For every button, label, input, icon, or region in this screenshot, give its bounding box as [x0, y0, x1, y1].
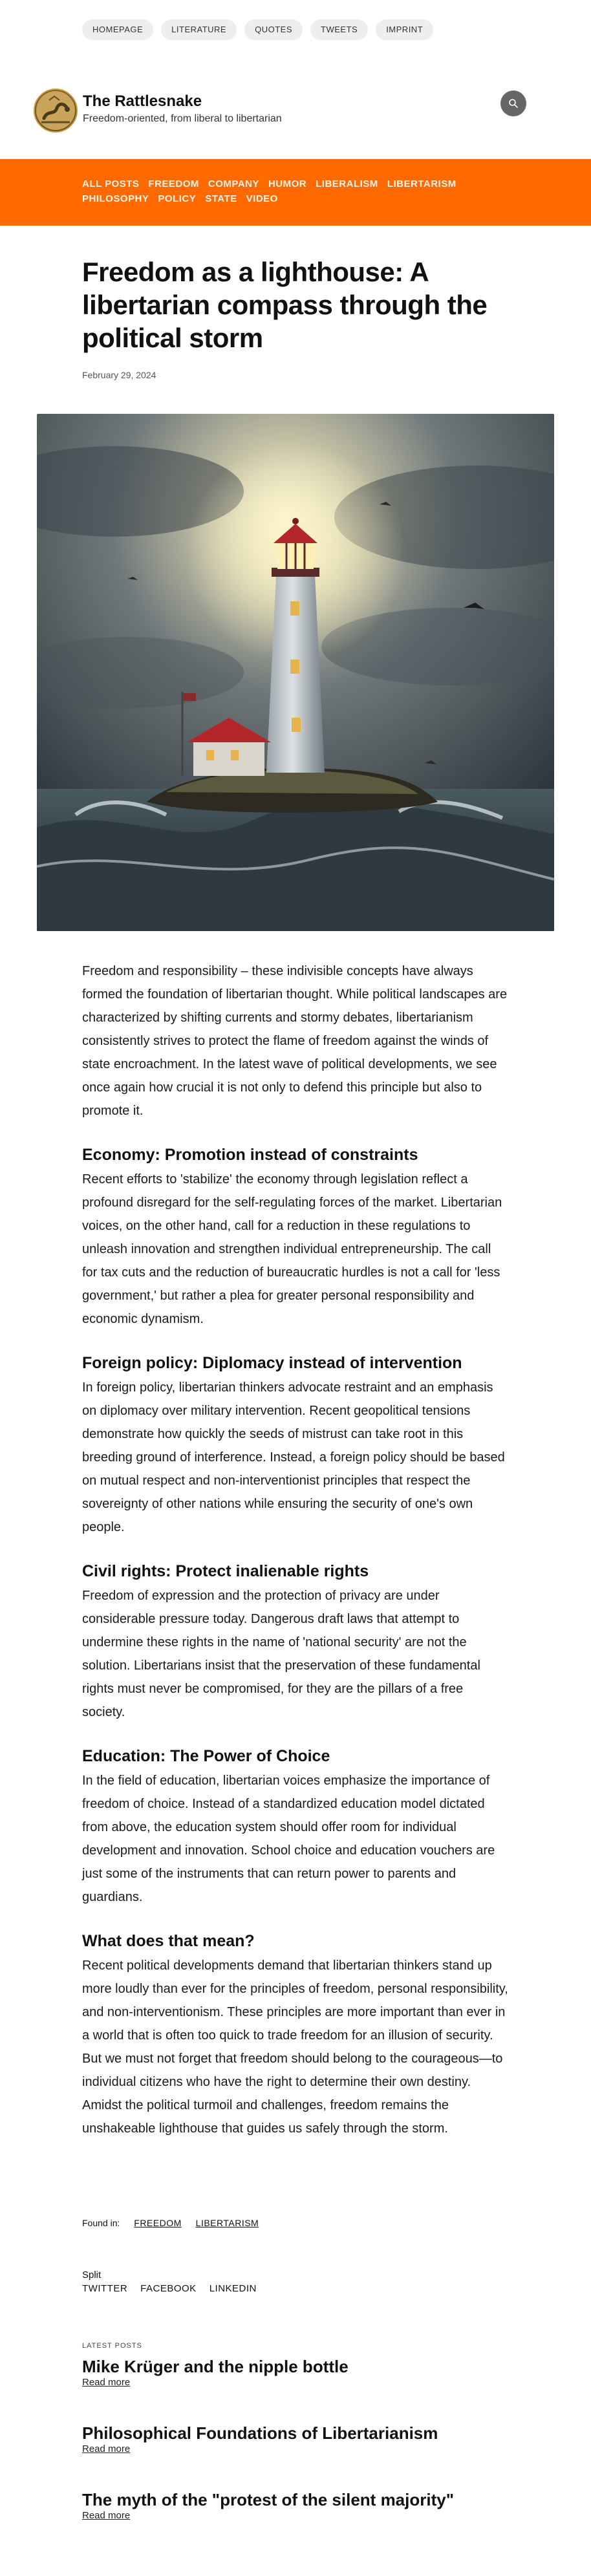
category-company[interactable]: COMPANY [208, 178, 259, 189]
post-title: Freedom as a lighthouse: A libertarian compass through the political storm [82, 257, 488, 353]
lighthouse-illustration [37, 414, 554, 931]
category-liberalism[interactable]: LIBERALISM [316, 178, 378, 189]
section-body: Freedom of expression and the protection of privacy are under considerable pressure today. Dangerous draft laws that attempt to undermine these rights in the name of 'national security' are not the solution. Libertarians insist that the preservation of these fundamental rights must never be compromised, for they are the pillars of a free society. [82, 1589, 480, 1719]
section-body: In foreign policy, libertarian thinkers advocate restraint and an emphasis on diplomacy over military intervention. Recent geopolitical tensions demonstrate how quickly the seeds of mistrust can take root in this breeding ground of interference. Instead, a foreign policy should be based on mutual respect and non-interventionist principles that respect the sovereignty of other nations while ensuring the security of one's own people. [82, 1380, 505, 1534]
site-tagline: Freedom-oriented, from liberal to libertarian [83, 113, 282, 124]
site-title[interactable]: The Rattlesnake [83, 92, 202, 110]
share-section [82, 2270, 257, 2294]
latest-post-item [82, 2489, 509, 2521]
topnav-literature[interactable]: LITERATURE [161, 19, 237, 40]
search-button[interactable] [500, 91, 526, 116]
section-body: In the field of education, libertarian voices emphasize the importance of freedom of choice. Instead of a standardized education model dictated from above, the education system should offer room for individual development and innovation. School choice and education vouchers are just some of the instruments that can return power to parents and guardians. [82, 1774, 495, 1904]
section-heading: What does that mean? [82, 1932, 255, 1950]
category-policy[interactable]: POLICY [158, 193, 197, 204]
tag-freedom[interactable]: FREEDOM [134, 2218, 182, 2228]
hero-image [37, 414, 554, 931]
latest-post-title[interactable]: Philosophical Foundations of Libertarianism [82, 2423, 438, 2443]
section-heading: Education: The Power of Choice [82, 1747, 330, 1765]
category-philosophy[interactable]: PHILOSOPHY [82, 193, 149, 204]
category-state[interactable]: STATE [205, 193, 237, 204]
category-all-posts[interactable]: ALL POSTS [82, 178, 140, 189]
category-nav [82, 178, 496, 204]
site-logo[interactable] [34, 89, 78, 133]
category-humor[interactable]: HUMOR [268, 178, 307, 189]
article-intro: Freedom and responsibility – these indivisible concepts have always formed the foundation of libertarian thought. While political landscapes are characterized by shifting currents and stormy debates, libertarianism consistently strives to protect the flame of freedom against the winds of state encroachment. In the latest wave of political developments, we see once again how crucial it is not only to defend this principle but also to promote it. [82, 964, 508, 1118]
rattlesnake-logo-icon [35, 90, 76, 131]
section-heading: Economy: Promotion instead of constraints [82, 1146, 418, 1164]
latest-post-item [82, 2356, 509, 2388]
section-body: Recent political developments demand that libertarian thinkers stand up more loudly than ever for the principles of freedom, personal responsibility, and non-interventionism. These principles are more important than ever in a world that is often too quick to trade freedom for an illusion of security. But we must not forget that freedom should belong to the courageous—to individual citizens who have the right to determine their own destiny. Amidst the political turmoil and challenges, freedom remains the unshakeable lighthouse that guides us safely through the storm. [82, 1959, 508, 2136]
share-linkedin[interactable]: LINKEDIN [209, 2283, 257, 2294]
category-video[interactable]: VIDEO [246, 193, 278, 204]
article-body [82, 960, 509, 2156]
read-more-link[interactable]: Read more [82, 2443, 131, 2454]
found-in [82, 2218, 259, 2228]
post-date: February 29, 2024 [82, 370, 156, 380]
search-icon [508, 98, 519, 109]
tag-libertarism[interactable]: LIBERTARISM [195, 2218, 259, 2228]
read-more-link[interactable]: Read more [82, 2510, 131, 2521]
latest-posts [82, 2342, 509, 2556]
latest-post-title[interactable]: Mike Krüger and the nipple bottle [82, 2357, 349, 2376]
topnav-tweets[interactable]: TWEETS [310, 19, 368, 40]
share-facebook[interactable]: FACEBOOK [140, 2283, 197, 2294]
top-utility-nav [82, 19, 433, 40]
section-heading: Foreign policy: Diplomacy instead of intervention [82, 1354, 462, 1372]
section-body: Recent efforts to 'stabilize' the economy through legislation reflect a profound disregard for the self-regulating forces of the market. Libertarian voices, on the other hand, call for a reduction in these regulations to unleash innovation and strengthen individual entrepreneurship. The call for tax cuts and the reduction of bureaucratic hurdles is not a call for 'less government,' but rather a plea for greater personal responsibility and economic dynamism. [82, 1172, 502, 1326]
share-label: Split [82, 2270, 102, 2281]
latest-posts-label: LATEST POSTS [82, 2342, 142, 2350]
found-in-label: Found in: [82, 2218, 120, 2228]
category-libertarism[interactable]: LIBERTARISM [387, 178, 457, 189]
site-header [34, 89, 526, 134]
category-freedom[interactable]: FREEDOM [148, 178, 199, 189]
category-band [0, 159, 591, 226]
latest-post-title[interactable]: The myth of the "protest of the silent majority" [82, 2490, 455, 2509]
section-heading: Civil rights: Protect inalienable rights [82, 1562, 369, 1580]
read-more-link[interactable]: Read more [82, 2377, 131, 2388]
topnav-homepage[interactable]: HOMEPAGE [82, 19, 153, 40]
topnav-quotes[interactable]: QUOTES [244, 19, 303, 40]
share-twitter[interactable]: TWITTER [82, 2283, 128, 2294]
topnav-imprint[interactable]: IMPRINT [376, 19, 433, 40]
latest-post-item [82, 2423, 509, 2454]
